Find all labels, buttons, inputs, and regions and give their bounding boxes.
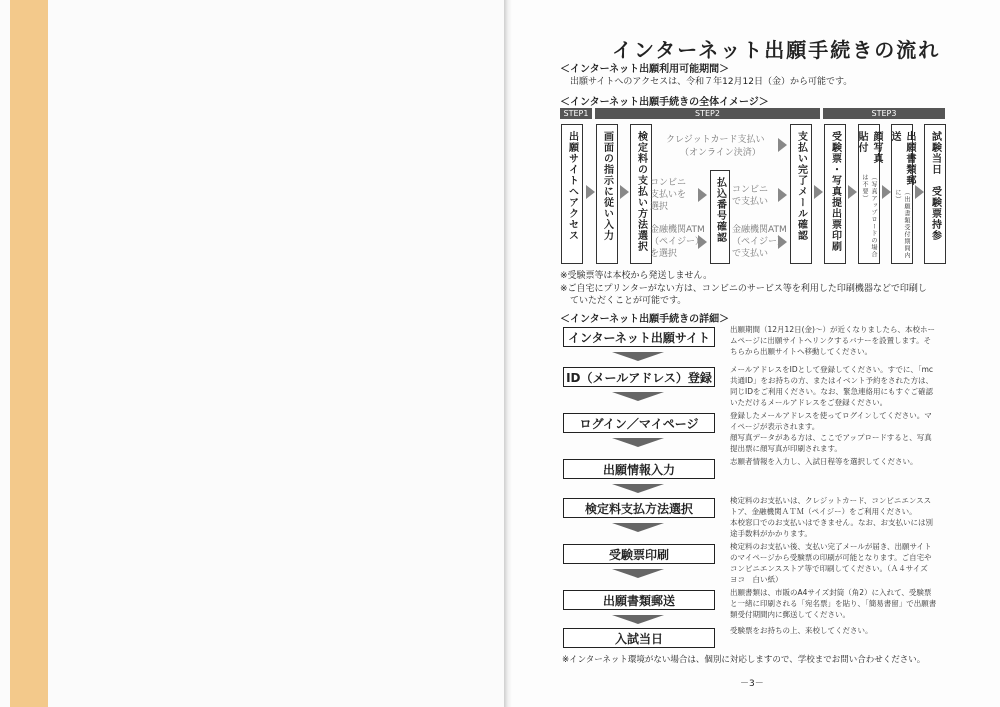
- arrow-down-icon: [612, 392, 664, 401]
- arrow-right-icon: [778, 188, 787, 202]
- description-line: ヨコ 白い紙）: [730, 575, 783, 584]
- photo-label: 顔写真貼付: [856, 131, 882, 164]
- note-1: ※受験票等は本校から発送しません。: [560, 271, 713, 281]
- details-heading: ＜インターネット出願手続きの詳細＞: [560, 314, 730, 325]
- flow-step-box: インターネット出願サイト: [563, 327, 715, 347]
- step1-bar: STEP1: [560, 108, 592, 119]
- note-2: ※ご自宅にプリンターがない方は、コンビニのサービス等を利用した印刷機器などで印刷し: [560, 284, 927, 294]
- description-line: 登録したメールアドレスを使ってログインしてください。マ: [730, 411, 932, 420]
- flow-step-description: [730, 587, 960, 620]
- arrow-right-icon: [586, 185, 595, 199]
- arrow-right-icon: [814, 185, 823, 199]
- description-line: いただけるメールアドレスをご登録ください。: [730, 398, 888, 407]
- flow-step-description: [730, 541, 960, 585]
- period-text: 出願サイトへのアクセスは、令和７年12月12日（金）から可能です。: [570, 77, 853, 87]
- description-line: 受験票をお持ちの上、来校してください。: [730, 626, 873, 635]
- mail-docs-label: 出願書類郵送: [889, 131, 915, 186]
- credit-label: クレジットカード支払い: [666, 135, 765, 145]
- flow-step-box: 出願情報入力: [563, 459, 715, 479]
- period-heading: ＜インターネット出願利用可能期間＞: [560, 64, 730, 75]
- arrow-down-icon: [612, 352, 664, 361]
- arrow-down-icon: [612, 523, 664, 532]
- description-line: のマイページから受験票の印刷が可能となります。ご自宅や: [730, 553, 932, 562]
- arrow-right-icon: [778, 235, 787, 249]
- flow-step-box: ログイン／マイページ: [563, 413, 715, 433]
- arrow-right-icon: [698, 188, 707, 202]
- arrow-right-icon: [778, 138, 787, 152]
- arrow-right-icon: [698, 235, 707, 249]
- flow-step-box: 出願書類郵送: [563, 590, 715, 610]
- arrow-down-icon: [612, 569, 664, 578]
- description-line: トア、金融機関ＡＴＭ（ペイジー）をご利用ください。: [730, 507, 917, 516]
- description-line: メールアドレスをIDとして登録してください。すでに、「mc: [730, 365, 934, 374]
- flow-step-description: [730, 456, 960, 467]
- page-gutter: [504, 0, 512, 707]
- credit-sub: （オンライン決済）: [680, 148, 761, 158]
- conv-select-3: 選択: [650, 202, 669, 212]
- description-line: 類受付期間内に郵送してください。: [730, 610, 850, 619]
- arrow-down-icon: [612, 438, 664, 447]
- conv-select-2: 支払いを: [650, 190, 687, 200]
- description-line: 出願書類は、市販のA4サイズ封筒（角2）に入れて、受験票: [730, 588, 932, 597]
- box-number-confirm: 払込番号確認: [710, 170, 730, 264]
- mail-docs-note: （出願書類受付期間内に）: [894, 189, 910, 260]
- flow-step-description: [730, 364, 960, 408]
- description-line: 出願期間（12月12日(金)～）が近くなりましたら、本校ホー: [730, 325, 935, 334]
- orange-tab-strip: [10, 0, 48, 707]
- description-line: 途手数料がかかります。: [730, 529, 812, 538]
- atm-select-1: 金融機関ATM: [650, 225, 705, 235]
- flow-step-box: 入試当日: [563, 628, 715, 648]
- flow-step-description: [730, 410, 960, 454]
- description-line: 検定料のお支払い後、支払い完了メールが届き、出願サイト: [730, 542, 932, 551]
- box-input: 画面の指示に従い入力: [596, 124, 618, 264]
- description-line: ちらから出願サイトへ移動してください。: [730, 347, 872, 356]
- conv-pay-2: で支払い: [732, 197, 769, 207]
- description-line: 本校窓口でのお支払いはできません。なお、お支払いには別: [730, 518, 933, 527]
- arrow-right-icon: [620, 185, 629, 199]
- description-line: イページが表示されます。: [730, 422, 820, 431]
- conv-pay-1: コンビニ: [732, 185, 769, 195]
- flow-step-description: [730, 324, 960, 357]
- atm-select-2: （ペイジー）: [650, 237, 705, 247]
- box-exam-day: 試験当日 受験票持参: [924, 124, 946, 264]
- step3-bar: STEP3: [823, 108, 945, 119]
- box-photo: [858, 124, 880, 264]
- description-line: ムページに出願サイトへリンクするバナーを設置します。そ: [730, 336, 932, 345]
- description-line: コンビニエンスストア等で印刷してください。（Ａ４サイズ: [730, 564, 928, 573]
- description-line: 志願者情報を入力し、入試日程等を選択してください。: [730, 457, 918, 466]
- box-payment-select: 検定料の支払い方法選択: [630, 124, 652, 264]
- box-mail-confirm: 支払い完了メール確認: [790, 124, 812, 264]
- flow-step-box: ID（メールアドレス）登録: [563, 367, 715, 387]
- description-line: 同じIDをご利用ください。なお、緊急連絡用にもすぐご確認: [730, 387, 933, 396]
- footnote: ※インターネット環境がない場合は、個別に対応しますので、学校までお問い合わせください。: [562, 655, 926, 665]
- conv-select-1: コンビニ: [650, 178, 687, 188]
- atm-pay-3: で支払い: [732, 249, 769, 259]
- arrow-down-icon: [612, 484, 664, 493]
- arrow-down-icon: [612, 615, 664, 624]
- description-line: 提出票に顔写真が印刷されます。: [730, 444, 842, 453]
- page-title: インターネット出願手続きの流れ: [612, 38, 941, 62]
- flow-step-box: 検定料支払方法選択: [563, 498, 715, 518]
- overview-heading: ＜インターネット出願手続きの全体イメージ＞: [560, 97, 769, 108]
- atm-select-3: を選択: [650, 249, 678, 259]
- description-line: 共通ID」をお持ちの方、またはイベント予約をされた方は、: [730, 376, 933, 385]
- photo-note: （写真アップロードの場合は不要）: [861, 174, 877, 259]
- note-3: ていただくことが可能です。: [570, 296, 687, 306]
- arrow-right-icon: [915, 185, 924, 199]
- description-line: 検定料のお支払いは、クレジットカード、コンビニエンスス: [730, 496, 932, 505]
- box-print: 受験票・写真提出票印刷: [824, 124, 846, 264]
- description-line: 顔写真データがある方は、ここでアップロードすると、写真: [730, 433, 932, 442]
- box-access: 出願サイトへアクセス: [561, 124, 583, 264]
- flow-step-description: [730, 495, 960, 539]
- step2-bar: STEP2: [595, 108, 820, 119]
- atm-pay-2: （ペイジー）: [732, 237, 787, 247]
- description-line: と一緒に印刷される「宛名票」を貼り、「簡易書留」で出願書: [730, 599, 937, 608]
- box-mail-docs: [891, 124, 913, 264]
- atm-pay-1: 金融機関ATM: [732, 225, 787, 235]
- flow-step-box: 受験票印刷: [563, 544, 715, 564]
- page-number: －3－: [740, 679, 764, 689]
- flow-step-description: [730, 625, 960, 636]
- arrow-right-icon: [848, 185, 857, 199]
